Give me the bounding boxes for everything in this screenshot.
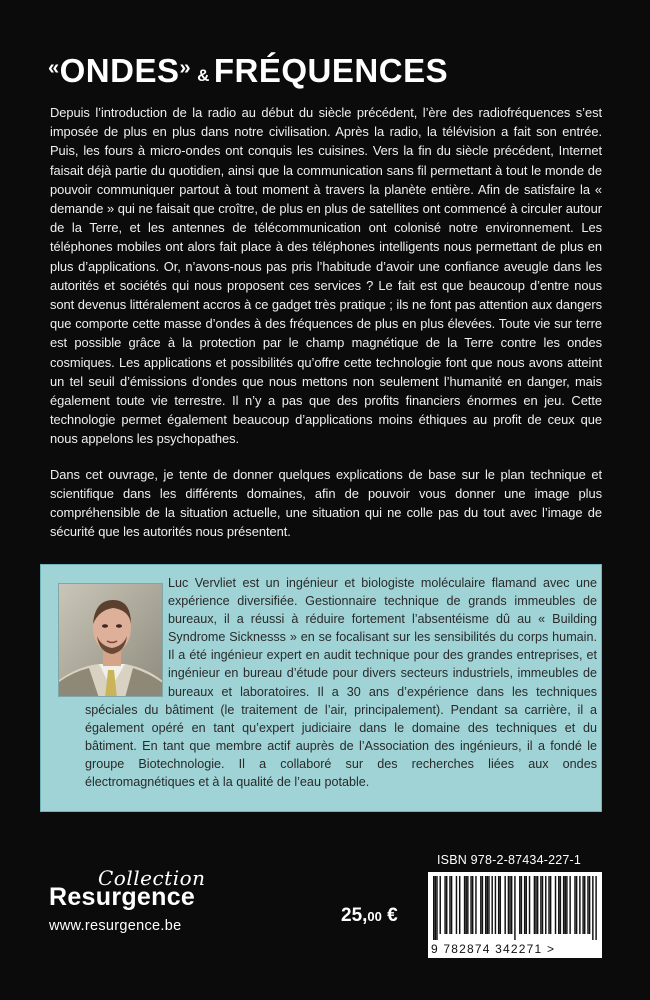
barcode-bar xyxy=(509,876,510,934)
barcode-bar xyxy=(555,876,556,934)
price-cents: 00 xyxy=(367,909,382,924)
barcode-bar xyxy=(550,876,551,934)
barcode-bar xyxy=(537,876,538,934)
bio-paragraph: Luc Vervliet est un ingénieur et biologiste moléculaire flamand avec une expérience diversifiée. Gestionnaire technique de grands immeubles de bureaux, il a réussi à réduire fortement l’absentéisme dû au « Building Syndrome Sicknesss » en se focalisant sur les sensibilités du corps humain. Il a été ingénieur expert en audit technique pour des grandes entreprises, et ingénieur en bureau d’étude pour divers secteurs industriels, immeubles de bureaux et laboratoires. Il a 30 ans d’expérience dans les techniques spéciales du bâtiment (le traitement de l’air, principalement). Pendant sa carrière, il a également opéré en tant qu’expert judiciaire dans le domaine des techniques et du bâtiment. En tant que membre actif auprès de l’Association des ingénieurs, il a fondé le groupe Biotechnologie. Il a collaboré sur des recherches liées aux ondes électromagnétiques et à la qualité de l’eau potable. xyxy=(85,576,597,790)
barcode-bar xyxy=(558,876,559,934)
blurb-paragraph-1: Depuis l’introduction de la radio au début du siècle précédent, l’ère des radiofréquences s’est imposée de plus en plus dans notre civilisation. Après la radio, la télévision a fait son entrée. Puis, les fours à micro-ondes ont conquis les cuisines. Vers la fin du siècle précédent, Internet faisait déjà partie du quotidien, ainsi que la communication sans fil permettant à tout le monde de pouvoir communiquer partout à tout moment à travers la planète entière. Afin de satisfaire la « demande » qui ne faisait que croître, de plus en plus de satellites ont commencé à circuler autour de la Terre, et les antennes de télécommunication ont colonisé notre environnement. Les téléphones mobiles ont alors fait place à des téléphones intelligents nous permettant de plus en plus d’applications. Or, n’avons-nous pas pris l’habitude d’avoir une confiance aveugle dans les autorités et sociétés qui nous proposent ces services ? Le fait est que beaucoup d’entre nous sont devenus littéralement accros à ce gadget très pratique ; ils ne font pas attention aux dangers que comporte cette masse d’ondes à des fréquences de plus en plus élevées. Toute vie sur terre est possible grâce à la protection par le champ magnétique de la Terre contre les ondes cosmiques. Les applications et possibilités qu’offre cette technologie font que nous avons atteint un tel seuil d’émissions d’ondes que nous mettons non seulement l’humanité en danger, mais également toute vie terrestre. Il n’y a pas que des profits financiers énormes en jeu. Cette technologie permet également beaucoup d’applications moins éthiques au profit de ceux que nous appelons les psychopathes. xyxy=(50,105,602,447)
publisher-logo: Resurgence xyxy=(49,883,196,911)
isbn-label: ISBN 978-2-87434-227-1 xyxy=(437,853,582,867)
barcode-bar xyxy=(589,876,590,934)
barcode-bar xyxy=(565,876,566,934)
barcode-bar xyxy=(592,876,593,940)
barcode-bar xyxy=(582,876,583,934)
barcode-bar xyxy=(566,876,567,934)
barcode-bar xyxy=(514,876,515,940)
barcode-bar xyxy=(464,876,465,934)
barcode-bar xyxy=(435,876,436,940)
barcode-bar xyxy=(519,876,520,934)
barcode-bar xyxy=(465,876,466,934)
title-close-quote: » xyxy=(179,57,192,79)
barcode-bar xyxy=(485,876,486,934)
barcode-bar xyxy=(563,876,564,934)
publisher-website: www.resurgence.be xyxy=(49,918,182,934)
barcode-bar xyxy=(574,876,575,934)
barcode-bar xyxy=(487,876,488,934)
isbn-barcode xyxy=(428,872,602,958)
title-word-ondes: ONDES xyxy=(59,52,180,89)
barcode-bar xyxy=(498,876,499,934)
barcode-bar xyxy=(595,876,596,940)
barcode-bar xyxy=(511,876,512,934)
barcode-bar xyxy=(446,876,447,934)
price-integer: 25, xyxy=(341,905,368,926)
barcode-bar xyxy=(444,876,445,934)
barcode-bar xyxy=(534,876,535,934)
barcode-bar xyxy=(545,876,546,934)
title-word-frequences: FRÉQUENCES xyxy=(213,52,449,89)
collection-script-label: Collection xyxy=(98,866,206,890)
barcode-bar xyxy=(587,876,588,934)
blurb-paragraph-2: Dans cet ouvrage, je tente de donner quelques explications de base sur le plan technique et scientifique dans les différents domaines, afin de pouvoir vous donner une image plus compréhensible de la situation actuelle, une situation qui ne colle pas du tout avec l’image de sécurité que les autorités nous présentent. xyxy=(50,466,602,540)
title-ampersand: & xyxy=(197,66,210,85)
barcode-bar xyxy=(526,876,527,934)
barcode-bars xyxy=(428,872,602,942)
barcode-bar xyxy=(584,876,585,934)
barcode-bar xyxy=(548,876,549,934)
barcode-bar xyxy=(475,876,476,934)
barcode-bar xyxy=(535,876,536,934)
back-cover-blurb xyxy=(50,103,602,557)
barcode-bar xyxy=(470,876,471,934)
barcode-digits: 9 782874 342271 > xyxy=(431,942,556,956)
barcode-bar xyxy=(504,876,505,934)
barcode-bar xyxy=(529,876,530,934)
barcode-bar xyxy=(576,876,577,934)
barcode-bar xyxy=(467,876,468,934)
price-currency: € xyxy=(381,905,398,926)
barcode-bar xyxy=(579,876,580,934)
barcode-bar xyxy=(560,876,561,934)
barcode-bar xyxy=(491,876,492,934)
barcode-bar xyxy=(540,876,541,934)
barcode-bar xyxy=(488,876,489,934)
barcode-bar xyxy=(451,876,452,934)
barcode-bar xyxy=(495,876,496,934)
barcode-bar xyxy=(482,876,483,934)
barcode-bar xyxy=(436,876,437,940)
barcode-bar xyxy=(459,876,460,934)
photo-spacer xyxy=(85,574,168,697)
barcode-bar xyxy=(456,876,457,934)
barcode-bar xyxy=(542,876,543,934)
price-tag xyxy=(341,905,398,927)
book-title xyxy=(48,52,448,90)
barcode-bar xyxy=(524,876,525,934)
author-bio-text xyxy=(85,574,597,791)
barcode-bar xyxy=(440,876,441,934)
barcode-bar xyxy=(472,876,473,934)
barcode-bar xyxy=(508,876,509,934)
barcode-bar xyxy=(433,876,434,940)
author-bio-box xyxy=(40,564,602,812)
barcode-bar xyxy=(500,876,501,934)
barcode-bar xyxy=(521,876,522,934)
title-open-quote: « xyxy=(48,57,60,79)
barcode-bar xyxy=(569,876,570,934)
barcode-bar xyxy=(449,876,450,934)
barcode-bar xyxy=(480,876,481,934)
